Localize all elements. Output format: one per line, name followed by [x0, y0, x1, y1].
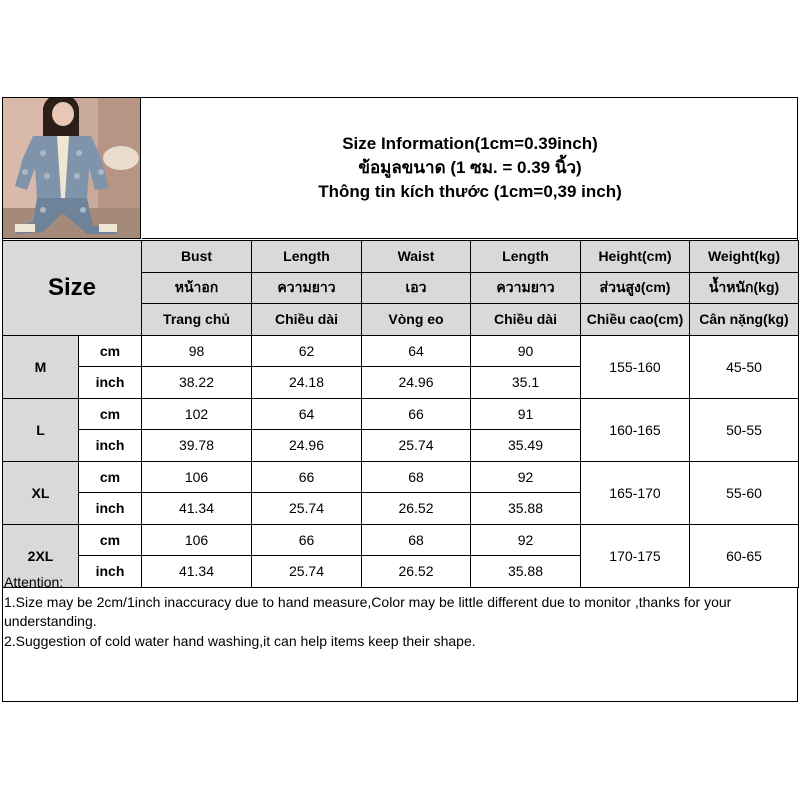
unit-inch: inch [79, 367, 142, 399]
table-cell: 98 [142, 335, 252, 367]
col-length-en: Length [252, 241, 362, 273]
unit-cm: cm [79, 461, 142, 493]
weight-cell: 55-60 [690, 461, 799, 524]
table-cell: 25.74 [362, 430, 471, 462]
table-cell: 35.88 [471, 493, 581, 525]
table-cell: 25.74 [252, 556, 362, 588]
col-length2-en: Length [471, 241, 581, 273]
col-weight-th: น้ำหนัก(kg) [690, 272, 799, 304]
col-waist-vi: Vòng eo [362, 304, 471, 336]
col-height-en: Height(cm) [581, 241, 690, 273]
unit-inch: inch [79, 493, 142, 525]
table-cell: 41.34 [142, 556, 252, 588]
table-cell: 35.88 [471, 556, 581, 588]
table-cell: 66 [362, 398, 471, 430]
table-cell: 106 [142, 461, 252, 493]
table-cell: 41.34 [142, 493, 252, 525]
table-cell: 106 [142, 524, 252, 556]
weight-cell: 50-55 [690, 398, 799, 461]
table-cell: 38.22 [142, 367, 252, 399]
height-cell: 160-165 [581, 398, 690, 461]
unit-inch: inch [79, 430, 142, 462]
col-height-vi: Chiều cao(cm) [581, 304, 690, 336]
table-cell: 92 [471, 524, 581, 556]
col-height-th: ส่วนสูง(cm) [581, 272, 690, 304]
height-cell: 170-175 [581, 524, 690, 587]
col-waist-th: เอว [362, 272, 471, 304]
table-cell: 25.74 [252, 493, 362, 525]
product-photo [3, 98, 141, 239]
col-weight-en: Weight(kg) [690, 241, 799, 273]
size-label-m: M [3, 335, 79, 398]
table-cell: 64 [362, 335, 471, 367]
header-line-thai: ข้อมูลขนาด (1 ซม. = 0.39 นิ้ว) [358, 158, 582, 177]
col-length-th: ความยาว [252, 272, 362, 304]
unit-cm: cm [79, 524, 142, 556]
table-cell: 35.49 [471, 430, 581, 462]
table-cell: 62 [252, 335, 362, 367]
table-cell: 39.78 [142, 430, 252, 462]
col-bust-vi: Trang chủ [142, 304, 252, 336]
size-label-xl: XL [3, 461, 79, 524]
table-cell: 102 [142, 398, 252, 430]
col-length2-vi: Chiều dài [471, 304, 581, 336]
table-cell: 35.1 [471, 367, 581, 399]
attention-note-2: 2.Suggestion of cold water hand washing,it can help items keep their shape. [4, 632, 476, 649]
weight-cell: 45-50 [690, 335, 799, 398]
table-cell: 24.96 [252, 430, 362, 462]
header-line-english: Size Information(1cm=0.39inch) [342, 134, 598, 153]
unit-inch: inch [79, 556, 142, 588]
size-info-header [142, 98, 798, 239]
col-length2-th: ความยาว [471, 272, 581, 304]
unit-cm: cm [79, 335, 142, 367]
col-length-vi: Chiều dài [252, 304, 362, 336]
col-bust-en: Bust [142, 241, 252, 273]
table-cell: 66 [252, 461, 362, 493]
table-cell: 91 [471, 398, 581, 430]
weight-cell: 60-65 [690, 524, 799, 587]
attention-note-1: 1.Size may be 2cm/1inch inaccuracy due to hand measure,Color may be little different due to monitor ,thanks for your understanding. [4, 593, 732, 629]
table-cell: 24.18 [252, 367, 362, 399]
height-cell: 165-170 [581, 461, 690, 524]
size-column-header: Size [3, 241, 142, 336]
attention-title: Attention: [4, 574, 64, 590]
attention-notes [4, 573, 794, 651]
table-cell: 26.52 [362, 493, 471, 525]
col-bust-th: หน้าอก [142, 272, 252, 304]
table-cell: 68 [362, 524, 471, 556]
table-cell: 66 [252, 524, 362, 556]
header-line-vietnamese: Thông tin kích thước (1cm=0,39 inch) [318, 182, 622, 201]
table-cell: 68 [362, 461, 471, 493]
unit-cm: cm [79, 398, 142, 430]
height-cell: 155-160 [581, 335, 690, 398]
size-table [2, 240, 799, 588]
table-cell: 92 [471, 461, 581, 493]
col-weight-vi: Cân nặng(kg) [690, 304, 799, 336]
size-label-2xl: 2XL [3, 524, 79, 587]
col-waist-en: Waist [362, 241, 471, 273]
table-cell: 64 [252, 398, 362, 430]
size-label-l: L [3, 398, 79, 461]
table-cell: 26.52 [362, 556, 471, 588]
table-cell: 90 [471, 335, 581, 367]
table-cell: 24.96 [362, 367, 471, 399]
